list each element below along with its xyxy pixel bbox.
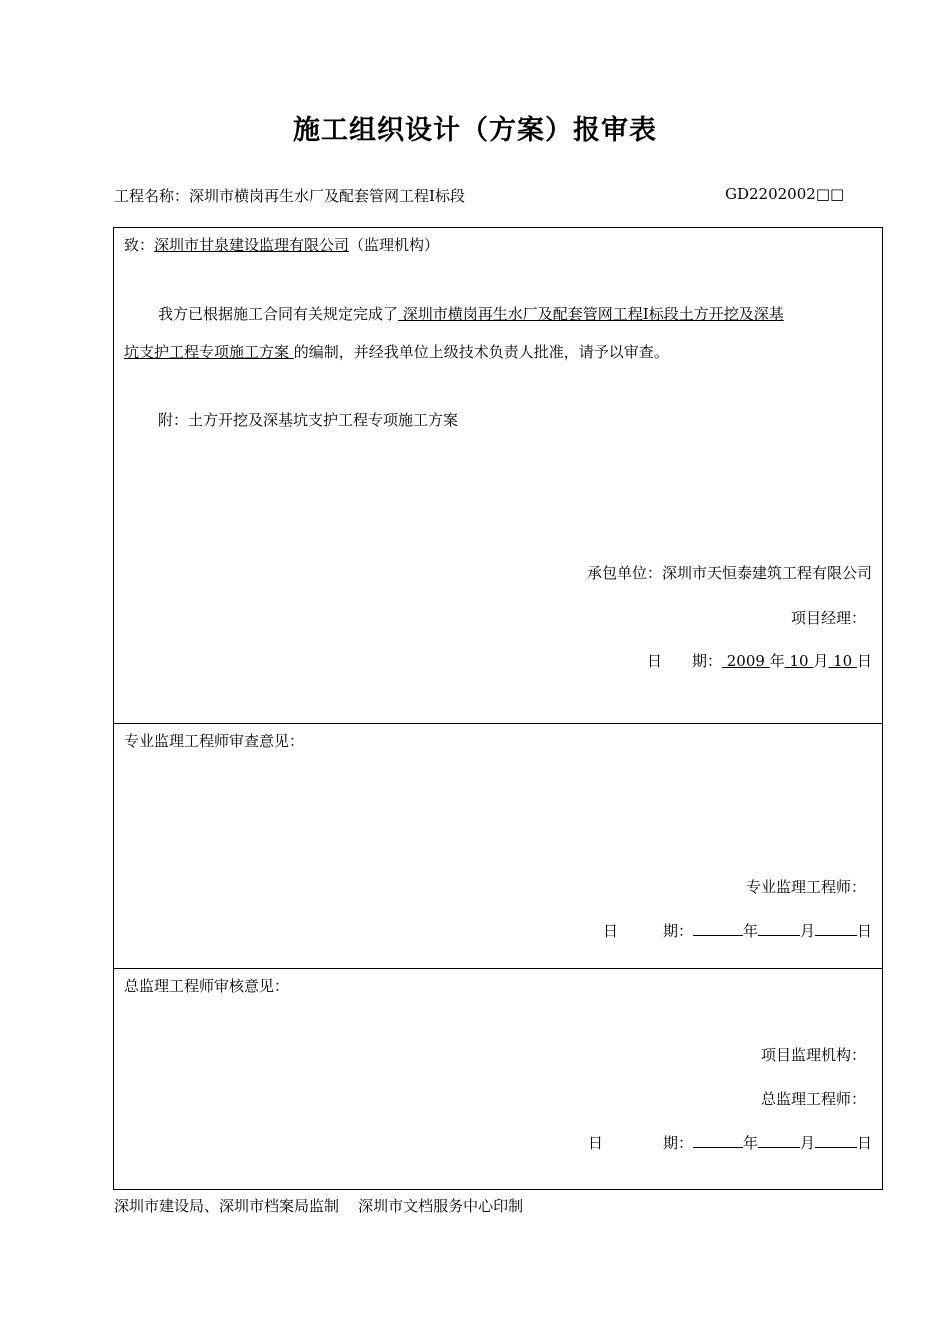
chief-date-line (588, 1132, 872, 1153)
date-label: 日 期： (602, 922, 693, 940)
day-unit: 日 (856, 922, 872, 940)
month-blank[interactable] (758, 1133, 800, 1148)
footer-printer: 深圳市文档服务中心印制 (358, 1197, 524, 1215)
date-day: 10 (828, 652, 857, 670)
project-name-line (114, 185, 465, 206)
addressee-prefix: 致： (124, 236, 155, 254)
contractor-line (587, 562, 872, 583)
month-blank[interactable] (758, 921, 800, 936)
addressee-suffix: （监理机构） (349, 236, 440, 254)
submission-section (114, 228, 882, 724)
year-unit: 年 (742, 1134, 758, 1152)
year-blank[interactable] (693, 921, 743, 936)
date-label: 日 期： (587, 1134, 693, 1152)
manager-line: 项目经理： (790, 609, 866, 627)
year-unit: 年 (742, 922, 758, 940)
plan-name-part1: 深圳市横岗再生水厂及配套管网工程Ⅰ标段土方开挖及深基 (398, 305, 784, 323)
footer (114, 1195, 523, 1216)
addressee-org: 深圳市甘泉建设监理有限公司 (154, 236, 350, 254)
chief-review-section (114, 969, 882, 1189)
date-month: 10 (784, 652, 814, 670)
plan-name-part2: 坑支护工程专项施工方案 (124, 343, 294, 361)
project-name-value: 深圳市横岗再生水厂及配套管网工程Ⅰ标段 (189, 187, 465, 205)
contractor-value: 深圳市天恒泰建筑工程有限公司 (661, 564, 872, 582)
addressee-line (124, 234, 439, 255)
review-form (113, 227, 883, 1190)
body-suffix: 的编制，并经我单位上级技术负责人批准，请予以审查。 (293, 343, 669, 361)
footer-supervisors: 深圳市建设局、深圳市档案局监制 (114, 1197, 340, 1215)
specialist-heading: 专业监理工程师审查意见： (124, 732, 305, 750)
year-blank[interactable] (693, 1133, 743, 1148)
specialist-signer-line: 专业监理工程师： (745, 878, 866, 896)
attachment-line: 附：土方开挖及深基坑支护工程专项施工方案 (158, 411, 459, 429)
supervision-org-line: 项目监理机构： (760, 1046, 866, 1064)
body-line-2 (124, 341, 669, 362)
body-line-1 (158, 303, 784, 324)
day-unit: 日 (856, 652, 872, 670)
month-unit: 月 (813, 652, 829, 670)
form-code: GD2202002□□ (725, 185, 845, 203)
specialist-date-line (603, 920, 872, 941)
day-unit: 日 (856, 1134, 872, 1152)
contractor-label: 承包单位： (586, 564, 662, 582)
specialist-review-section (114, 724, 882, 969)
day-blank[interactable] (815, 1133, 857, 1148)
body-prefix: 我方已根据施工合同有关规定完成了 (158, 305, 399, 323)
chief-heading: 总监理工程师审核意见： (124, 977, 290, 995)
month-unit: 月 (799, 1134, 815, 1152)
chief-signer-line: 总监理工程师： (760, 1090, 866, 1108)
year-unit: 年 (769, 652, 785, 670)
day-blank[interactable] (815, 921, 857, 936)
month-unit: 月 (799, 922, 815, 940)
date-year: 2009 (721, 652, 770, 670)
project-name-label: 工程名称： (114, 187, 190, 205)
date-label: 日 期： (646, 652, 722, 670)
submission-date-line (647, 650, 872, 671)
page-title: 施工组织设计（方案）报审表 (293, 115, 657, 146)
